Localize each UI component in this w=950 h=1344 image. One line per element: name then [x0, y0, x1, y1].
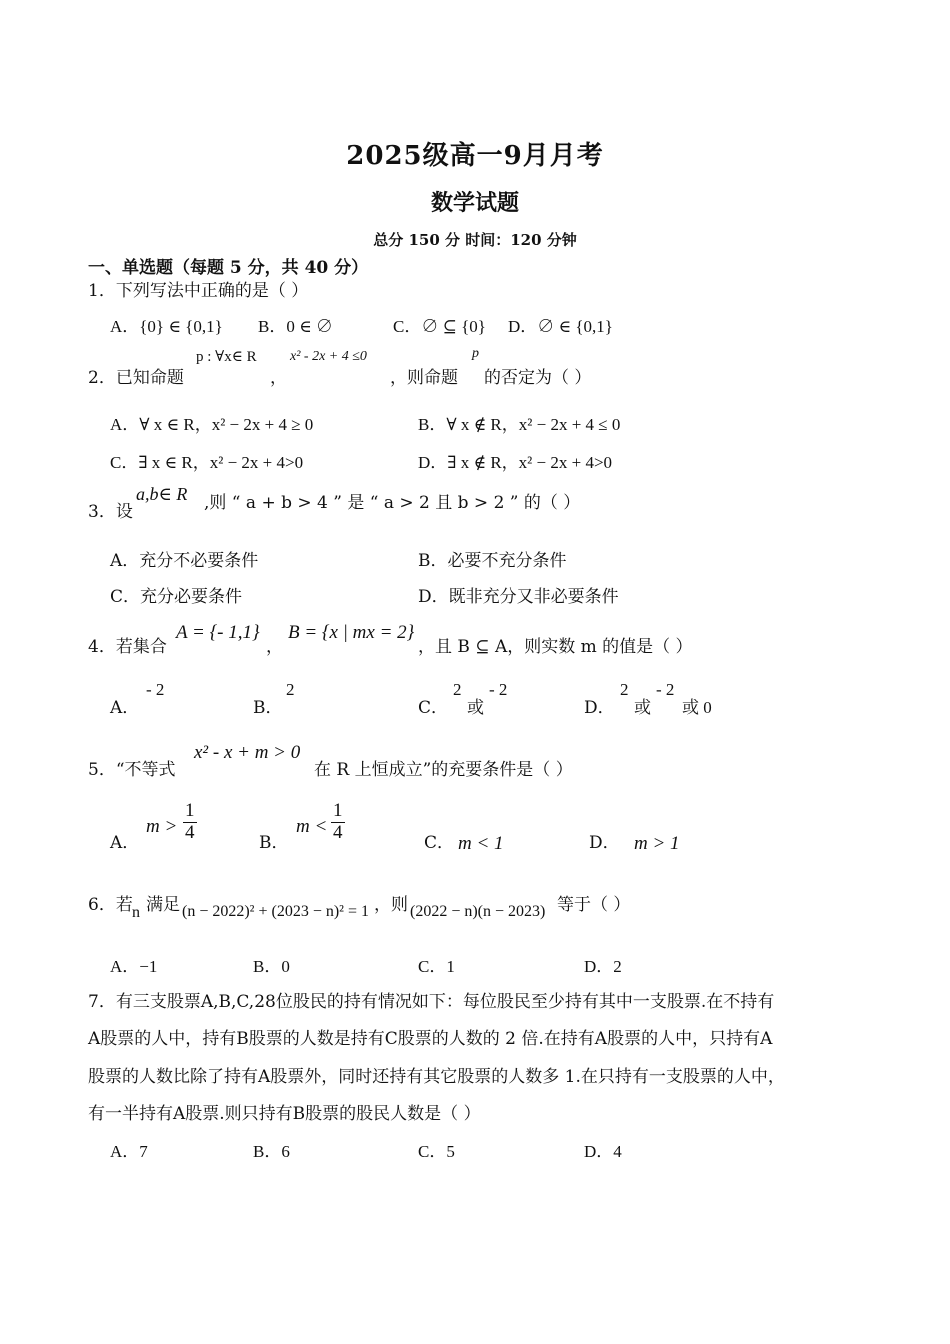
q4-option-b: B． [253, 698, 283, 718]
q6-condition: (n − 2022)² + (2023 − n)² = 1 [182, 903, 369, 920]
q1-option-c: C．∅ ⊆ {0} [393, 317, 486, 336]
q2-tail: ，则命题 [390, 368, 458, 388]
q6-expression: (2022 − n)(n − 2023) [410, 903, 546, 920]
q6-option-a: A．−1 [110, 957, 158, 976]
q1-option-a: A．{0} ∈ {0,1} [110, 317, 223, 336]
q5-lead: 5．“不等式 [88, 760, 176, 780]
q7-option-a: A．7 [110, 1142, 148, 1161]
q4-option-d-or: 或 [634, 698, 651, 718]
q5-option-a-fraction [183, 801, 197, 844]
q1-stem: 1．下列写法中正确的是（ ） [88, 281, 309, 301]
q6-option-c: C．1 [418, 957, 455, 976]
q3-option-b: B．必要不充分条件 [418, 551, 567, 571]
q6-lead: 6．若 [88, 895, 133, 915]
q5-option-c: C． [424, 833, 455, 853]
q4-option-d-value2: - 2 [656, 680, 675, 699]
section-heading: 一、单选题（每题 5 分，共 40 分） [88, 258, 369, 278]
q5-option-a: A． [110, 833, 140, 853]
q2-end: 的否定为（ ） [484, 368, 592, 388]
q5-option-a-numerator: 1 [185, 800, 195, 821]
q3-option-c: C．充分必要条件 [110, 587, 243, 607]
q5-option-c-expr: m < 1 [458, 833, 504, 854]
exam-meta: 总分 150 分 时间：120 分钟 [373, 231, 577, 249]
q3-set: a,b∈ R [136, 484, 188, 504]
q3-lead: 3．设 [88, 502, 133, 522]
q5-tail: 在 R 上恒成立”的充要条件是（ ） [314, 760, 573, 780]
q5-option-a-expr: m > [146, 816, 178, 837]
q2-lead: 2．已知命题 [88, 368, 184, 388]
exam-title: 2025级高一9月月考 [346, 141, 604, 171]
q2-option-c: C．∃ x ∈ R，x² − 2x + 4>0 [110, 453, 304, 472]
q2-option-d: D．∃ x ∉ R，x² − 2x + 4>0 [418, 453, 613, 472]
q4-lead: 4．若集合 [88, 637, 167, 657]
q6-option-b: B．0 [253, 957, 290, 976]
q7-option-d: D．4 [584, 1142, 622, 1161]
q4-set-b: B = {x | mx = 2} [288, 622, 415, 643]
q4-tail: ，且 B ⊆ A，则实数 m 的值是（ ） [418, 637, 693, 657]
q5-option-d-expr: m > 1 [634, 833, 680, 854]
q2-comma: ， [270, 368, 287, 388]
q6-mid: 满足 [146, 895, 180, 915]
q6-option-d: D．2 [584, 957, 622, 976]
q6-then: ，则 [374, 895, 408, 915]
q4-option-c: C． [418, 698, 449, 718]
q4-option-b-value: 2 [286, 680, 295, 699]
q7-option-b: B．6 [253, 1142, 290, 1161]
q4-option-d-value3: 或 0 [682, 698, 712, 717]
q3-option-d: D．既非充分又非必要条件 [418, 587, 619, 607]
q5-option-b-denominator: 4 [333, 821, 343, 843]
q1-option-d: D．∅ ∈ {0,1} [508, 317, 613, 336]
q7-option-c: C．5 [418, 1142, 455, 1161]
q4-option-d-value1: 2 [620, 680, 629, 699]
q6-n: n [132, 904, 140, 921]
q5-option-a-denominator: 4 [185, 821, 195, 843]
q2-option-b: B．∀ x ∉ R，x² − 2x + 4 ≤ 0 [418, 415, 621, 434]
q3-mid: ,则 “ a + b > 4 ” 是 “ a > 2 且 b > 2 ” 的（ ） [204, 493, 581, 513]
q5-inequality: x² - x + m > 0 [194, 742, 301, 763]
q7-line-4: 有一半持有A股票.则只持有B股票的股民人数是（ ） [88, 1104, 481, 1124]
q2-p: p [472, 346, 479, 361]
q4-option-d: D． [584, 698, 615, 718]
q4-option-a-value: - 2 [146, 680, 165, 699]
q2-condition: x² - 2x + 4 ≤0 [290, 349, 367, 364]
q7-line-3: 股票的人数比除了持有A股票外，同时还持有其它股票的人数多 1.在只持有一支股票的人中， [88, 1067, 785, 1087]
q2-option-a: A．∀ x ∈ R，x² − 2x + 4 ≥ 0 [110, 415, 314, 434]
q5-option-b-numerator: 1 [333, 800, 343, 821]
q4-option-c-or: 或 [467, 698, 484, 718]
q5-option-b-fraction [331, 801, 345, 844]
q6-end: 等于（ ） [557, 895, 631, 915]
q4-sep: ， [266, 637, 283, 657]
exam-subtitle: 数学试题 [430, 190, 519, 216]
q4-option-c-value1: 2 [453, 680, 462, 699]
q3-option-a: A．充分不必要条件 [110, 551, 259, 571]
q1-option-b: B．0 ∈ ∅ [258, 317, 333, 336]
q4-option-a: A． [110, 698, 140, 718]
q4-option-c-value2: - 2 [489, 680, 508, 699]
q2-p-expr: p : ∀x∈ R [196, 349, 257, 365]
q5-option-b-expr: m < [296, 816, 328, 837]
q4-set-a: A = {- 1,1} [176, 622, 260, 643]
q7-line-2: A股票的人中，持有B股票的人数是持有C股票的人数的 2 倍.在持有A股票的人中，只持有A [88, 1029, 773, 1049]
q7-line-1: 7．有三支股票A,B,C,28位股民的持有情况如下：每位股民至少持有其中一支股票.在不持有 [88, 992, 775, 1012]
q5-option-b: B． [259, 833, 289, 853]
q5-option-d: D． [589, 833, 620, 853]
